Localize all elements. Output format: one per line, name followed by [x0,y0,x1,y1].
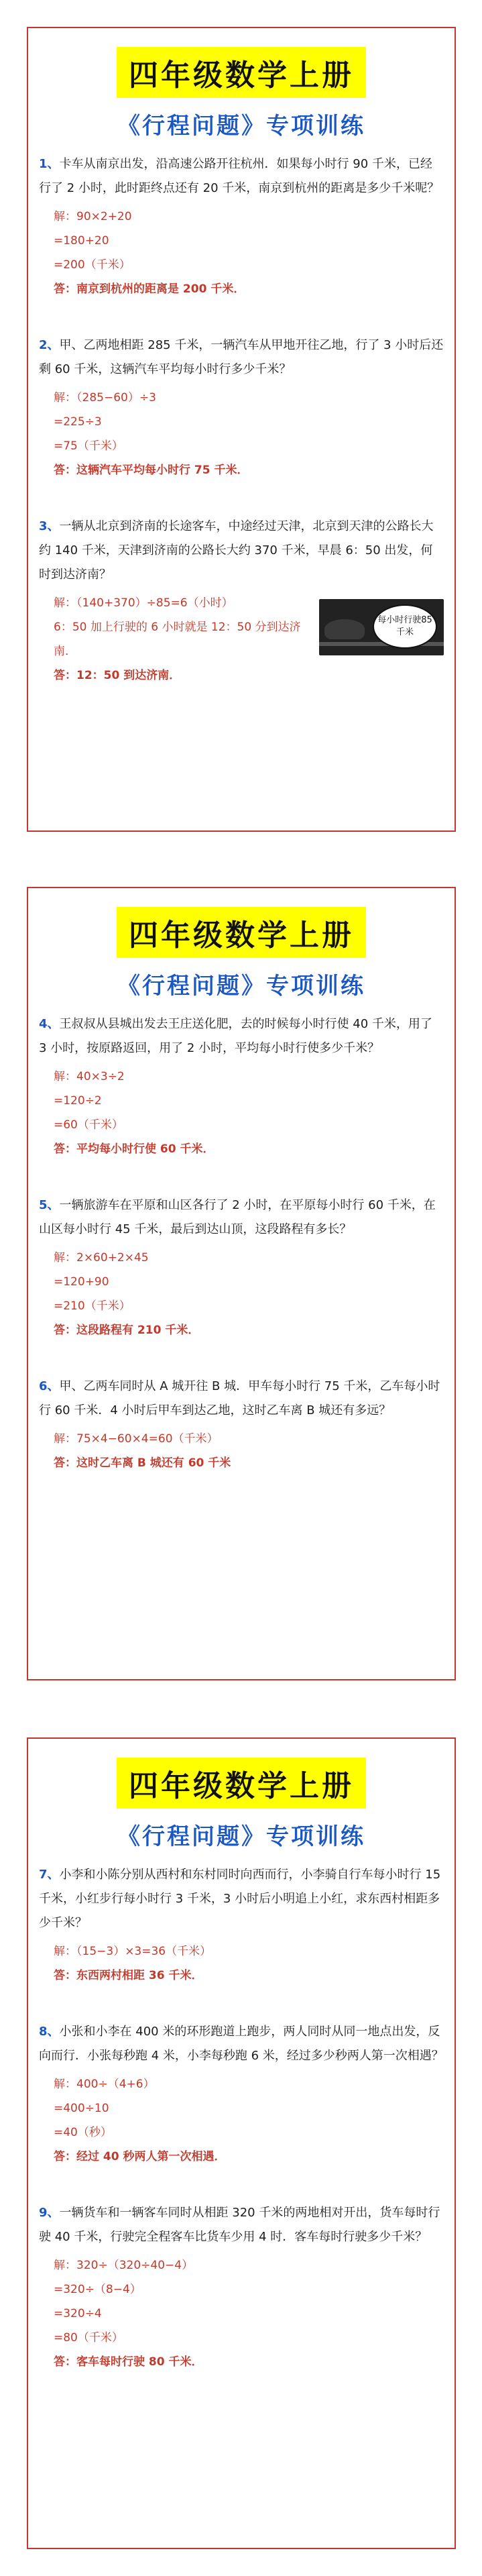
tree-shape [324,619,365,639]
question-text: 小张和小李在 400 米的环形跑道上跑步，两人同时从同一地点出发，反向而行．小张每秒跑 4 米，小李每秒跑 6 米，经过多少秒两人第一次相遇？ [39,2025,444,2063]
page-title: 四年级数学上册 [129,918,354,953]
title-highlight [117,1758,366,1809]
title-highlight [117,47,366,98]
solution-step: =200（千米） [54,258,131,272]
solution-step: =120+90 [54,1275,109,1289]
road-illustration [319,599,444,655]
solution-step: 解：75×4−60×4=60（千米） [54,1432,219,1446]
title-highlight [117,907,366,958]
solution-step: 解：320÷（320÷40−4） [54,2259,194,2272]
solution [39,205,444,301]
problem-number: 8、 [39,2025,60,2039]
problem-8 [39,2020,444,2169]
problem-question [39,2020,444,2068]
question-text: 一辆从北京到济南的长途客车，中途经过天津，北京到天津的公路长大约 140 千米，天津到济南的公路长大约 370 千米，早晨 6：50 出发，何时到达济南？ [39,519,434,582]
speed-speech-bubble: 每小时行驶85千米 [373,604,437,649]
answer-text: 答：12：50 到达济南． [54,669,181,682]
solution [39,1939,444,1988]
problem-2 [39,333,444,482]
answer-text: 答：客车每时行驶 80 千米． [54,2355,203,2369]
worksheet-page-3 [27,1737,456,2549]
page-header [28,1739,455,1851]
solution-step: 6：50 加上行驶的 6 小时就是 12：50 分到达济南． [54,621,301,658]
problem-question [39,1375,444,1423]
question-text: 卡车从南京出发，沿高速公路开往杭州．如果每小时行 90 千米，已经行了 2 小时，此时距终点还有 20 千米，南京到杭州的距离是多少千米呢？ [39,157,440,195]
worksheet-page-1 [27,27,456,832]
solution-step: =320÷4 [54,2307,102,2320]
problem-5 [39,1193,444,1342]
solution-step: =320÷（8−4） [54,2283,141,2296]
worksheet-page-2 [27,887,456,1680]
solution [39,386,444,482]
problem-number: 9、 [39,2206,60,2220]
page-subtitle: 《行程问题》专项训练 [117,973,365,1000]
question-text: 甲、乙两车同时从 A 城开往 B 城．甲车每小时行 75 千米，乙车每小时行 60 千米．4 小时后甲车到达乙地，这时乙车离 B 城还有多远？ [39,1379,440,1417]
problem-1 [39,152,444,301]
solution-step: 解：2×60+2×45 [54,1251,149,1265]
solution [39,2072,444,2169]
solution-step: 解：（285−60）÷3 [54,391,156,405]
page-title: 四年级数学上册 [129,1769,354,1803]
answer-text: 答：这时乙车离 B 城还有 60 千米 [54,1456,231,1470]
solution-step: =75（千米） [54,439,123,453]
solution-step: =40（秒） [54,2126,112,2139]
problem-question [39,515,444,587]
solution-step: 解：400÷（4+6） [54,2078,155,2091]
problem-number: 5、 [39,1198,60,1212]
page-subtitle: 《行程问题》专项训练 [117,1823,365,1850]
solution-step: =80（千米） [54,2331,123,2345]
problem-9 [39,2201,444,2374]
question-text: 王叔叔从县城出发去王庄送化肥，去的时候每小时行使 40 千米，用了 3 小时，按原路返回，用了 2 小时，平均每小时行使多少千米？ [39,1017,432,1055]
problem-question [39,1012,444,1061]
problem-6 [39,1375,444,1475]
answer-text: 答：经过 40 秒两人第一次相遇． [54,2150,226,2163]
answer-text: 答：这段路程有 210 千米． [54,1324,200,1337]
question-text: 小李和小陈分别从西村和东村同时向西而行，小李骑自行车每小时行 15 千米，小红步行每小时行 3 千米，3 小时后小明追上小红，求东西村相距多少千米？ [39,1868,441,1930]
problem-number: 3、 [39,519,60,533]
solution-step: 解：（140+370）÷85=6（小时） [54,596,233,610]
problem-3 [39,515,444,688]
solution-step: =225÷3 [54,415,102,429]
page-header [28,888,455,1000]
problem-4 [39,1012,444,1161]
page-subtitle: 《行程问题》专项训练 [117,113,365,140]
answer-text: 答：平均每小时行使 60 千米． [54,1142,215,1156]
problem-7 [39,1863,444,1988]
problem-number: 7、 [39,1868,60,1882]
question-text: 一辆旅游车在平原和山区各行了 2 小时，在平原每小时行 60 千米，在山区每小时行 45 千米，最后到达山顶，这段路程有多长？ [39,1198,436,1236]
page-header [28,28,455,140]
question-text: 一辆货车和一辆客车同时从相距 320 千米的两地相对开出，货车每时行驶 40 千米，行驶完全程客车比货车少用 4 时．客车每时行驶多少千米？ [39,2206,440,2244]
problem-question [39,1863,444,1935]
solution-step: =400÷10 [54,2102,109,2115]
solution [39,1065,444,1161]
solution-step: =120÷2 [54,1094,102,1108]
problem-number: 6、 [39,1379,60,1393]
solution-step: =60（千米） [54,1118,123,1132]
solution-step: =180+20 [54,234,109,248]
answer-text: 答：东西两村相距 36 千米． [54,1969,203,1982]
solution-step: 解：90×2+20 [54,210,132,223]
solution [39,2253,444,2374]
solution [39,1246,444,1342]
solution-step: 解：（15−3）×3=36（千米） [54,1945,212,1958]
problem-number: 1、 [39,157,60,171]
problem-question [39,2201,444,2249]
solution [39,1427,444,1475]
problem-question [39,333,444,382]
answer-text: 答：南京到杭州的距离是 200 千米． [54,282,245,296]
problem-question [39,1193,444,1242]
solution-step: 解：40×3÷2 [54,1070,125,1083]
page-title: 四年级数学上册 [129,58,354,93]
problem-number: 4、 [39,1017,60,1031]
problem-question [39,152,444,201]
problem-number: 2、 [39,338,60,352]
question-text: 甲、乙两地相距 285 千米，一辆汽车从甲地开往乙地，行了 3 小时后还剩 60 千米，这辆汽车平均每小时行多少千米？ [39,338,444,376]
solution-step: =210（千米） [54,1299,131,1313]
answer-text: 答：这辆汽车平均每小时行 75 千米． [54,464,249,477]
